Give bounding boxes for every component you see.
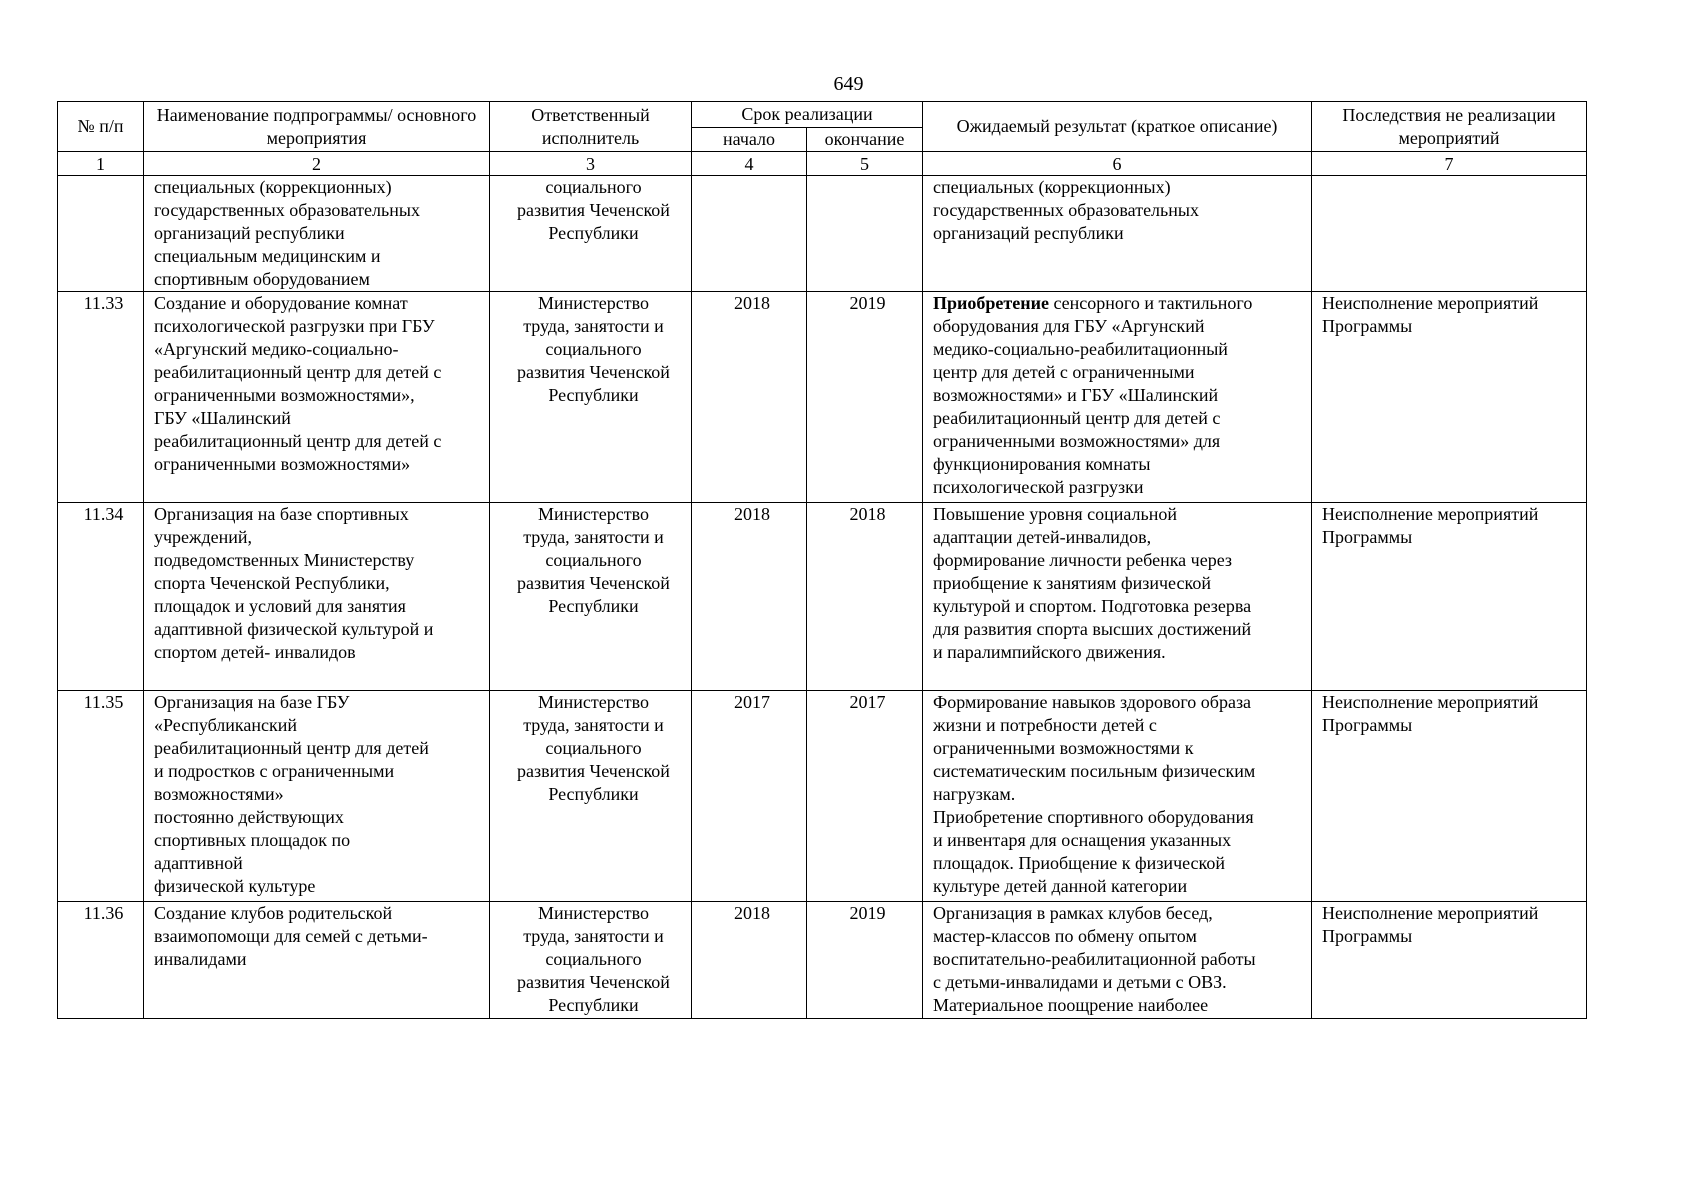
column-number: 1 <box>58 152 144 176</box>
start-year: 2018 <box>692 292 807 503</box>
consequence: Неисполнение мероприятий Программы <box>1312 292 1587 503</box>
activity-name: Организация на базе спортивных учреждений, подведомственных Министерству спорта Чеченской Республики, площадок и условий для занятия адаптивной физической культурой и спортом детей- инвалидов <box>144 503 490 691</box>
column-number: 6 <box>923 152 1312 176</box>
column-number: 2 <box>144 152 490 176</box>
column-number: 3 <box>490 152 692 176</box>
activity-name: специальных (коррекционных) государственных образовательных организаций республики специальным медицинским и спортивным оборудованием <box>144 176 490 292</box>
expected-result <box>923 691 1312 902</box>
expected-result <box>923 176 1312 292</box>
start-year <box>692 176 807 292</box>
start-year: 2018 <box>692 503 807 691</box>
table-row <box>58 691 1587 902</box>
result-text: специальных (коррекционных) государственных образовательных организаций республики <box>933 177 1199 243</box>
header-num: № п/п <box>58 102 144 152</box>
consequence: Неисполнение мероприятий Программы <box>1312 902 1587 1019</box>
table-row <box>58 902 1587 1019</box>
result-text: Формирование навыков здорового образа жизни и потребности детей с ограниченными возможностями к систематическим посильным физическим нагрузкам. Приобретение спортивного оборудования и инвентаря для оснащения указанных площадок. Приобщение к физической культуре детей данной категории <box>933 692 1256 896</box>
column-number: 7 <box>1312 152 1587 176</box>
column-number: 5 <box>807 152 923 176</box>
page-number: 649 <box>833 73 864 95</box>
row-number: 11.33 <box>58 292 144 503</box>
executor: Министерство труда, занятости и социального развития Чеченской Республики <box>490 902 692 1019</box>
table-row <box>58 176 1587 292</box>
header-term: Срок реализации <box>692 102 923 128</box>
executor: Министерство труда, занятости и социального развития Чеченской Республики <box>490 691 692 902</box>
header-name: Наименование подпрограммы/ основного мероприятия <box>144 102 490 152</box>
executor: Министерство труда, занятости и социального развития Чеченской Республики <box>490 503 692 691</box>
activity-name: Создание клубов родительской взаимопомощи для семей с детьми- инвалидами <box>144 902 490 1019</box>
end-year <box>807 176 923 292</box>
row-number: 11.34 <box>58 503 144 691</box>
end-year: 2019 <box>807 902 923 1019</box>
column-number: 4 <box>692 152 807 176</box>
result-text: Организация в рамках клубов бесед, мастер-классов по обмену опытом воспитательно-реабилитационной работы с детьми-инвалидами и детьми с ОВЗ. Материальное поощрение наиболее <box>933 903 1256 1015</box>
row-number: 11.35 <box>58 691 144 902</box>
activity-name: Создание и оборудование комнат психологической разгрузки при ГБУ «Аргунский медико-социально- реабилитационный центр для детей с ограниченными возможностями», ГБУ «Шалинский реабилитационный центр для детей с ограниченными возможностями» <box>144 292 490 503</box>
header-result: Ожидаемый результат (краткое описание) <box>923 102 1312 152</box>
table-row <box>58 292 1587 503</box>
result-text: сенсорного и тактильного оборудования для ГБУ «Аргунский медико-социально-реабилитационный центр для детей с ограниченными возможностями» и ГБУ «Шалинский реабилитационный центр для детей с ограниченными возможностями» для функционирования комнаты психологической разгрузки <box>933 293 1253 497</box>
program-table <box>57 101 1587 1019</box>
start-year: 2018 <box>692 902 807 1019</box>
end-year: 2018 <box>807 503 923 691</box>
expected-result <box>923 503 1312 691</box>
consequence: Неисполнение мероприятий Программы <box>1312 503 1587 691</box>
executor: Министерство труда, занятости и социального развития Чеченской Республики <box>490 292 692 503</box>
header-consequence: Последствия не реализации мероприятий <box>1312 102 1587 152</box>
consequence <box>1312 176 1587 292</box>
header-end: окончание <box>807 128 923 152</box>
start-year: 2017 <box>692 691 807 902</box>
row-number <box>58 176 144 292</box>
header-start: начало <box>692 128 807 152</box>
row-number: 11.36 <box>58 902 144 1019</box>
end-year: 2017 <box>807 691 923 902</box>
executor: социального развития Чеченской Республики <box>490 176 692 292</box>
result-text: Повышение уровня социальной адаптации детей-инвалидов, формирование личности ребенка через приобщение к занятиям физической культурой и спортом. Подготовка резерва для развития спорта высших достижений и паралимпийского движения. <box>933 504 1252 662</box>
activity-name: Организация на базе ГБУ «Республиканский реабилитационный центр для детей и подростков с ограниченными возможностями» постоянно действующих спортивных площадок по адаптивной физической культуре <box>144 691 490 902</box>
expected-result <box>923 292 1312 503</box>
header-executor: Ответственный исполнитель <box>490 102 692 152</box>
table-row <box>58 503 1587 691</box>
expected-result <box>923 902 1312 1019</box>
end-year: 2019 <box>807 292 923 503</box>
result-emphasis: Приобретение <box>933 293 1049 313</box>
consequence: Неисполнение мероприятий Программы <box>1312 691 1587 902</box>
